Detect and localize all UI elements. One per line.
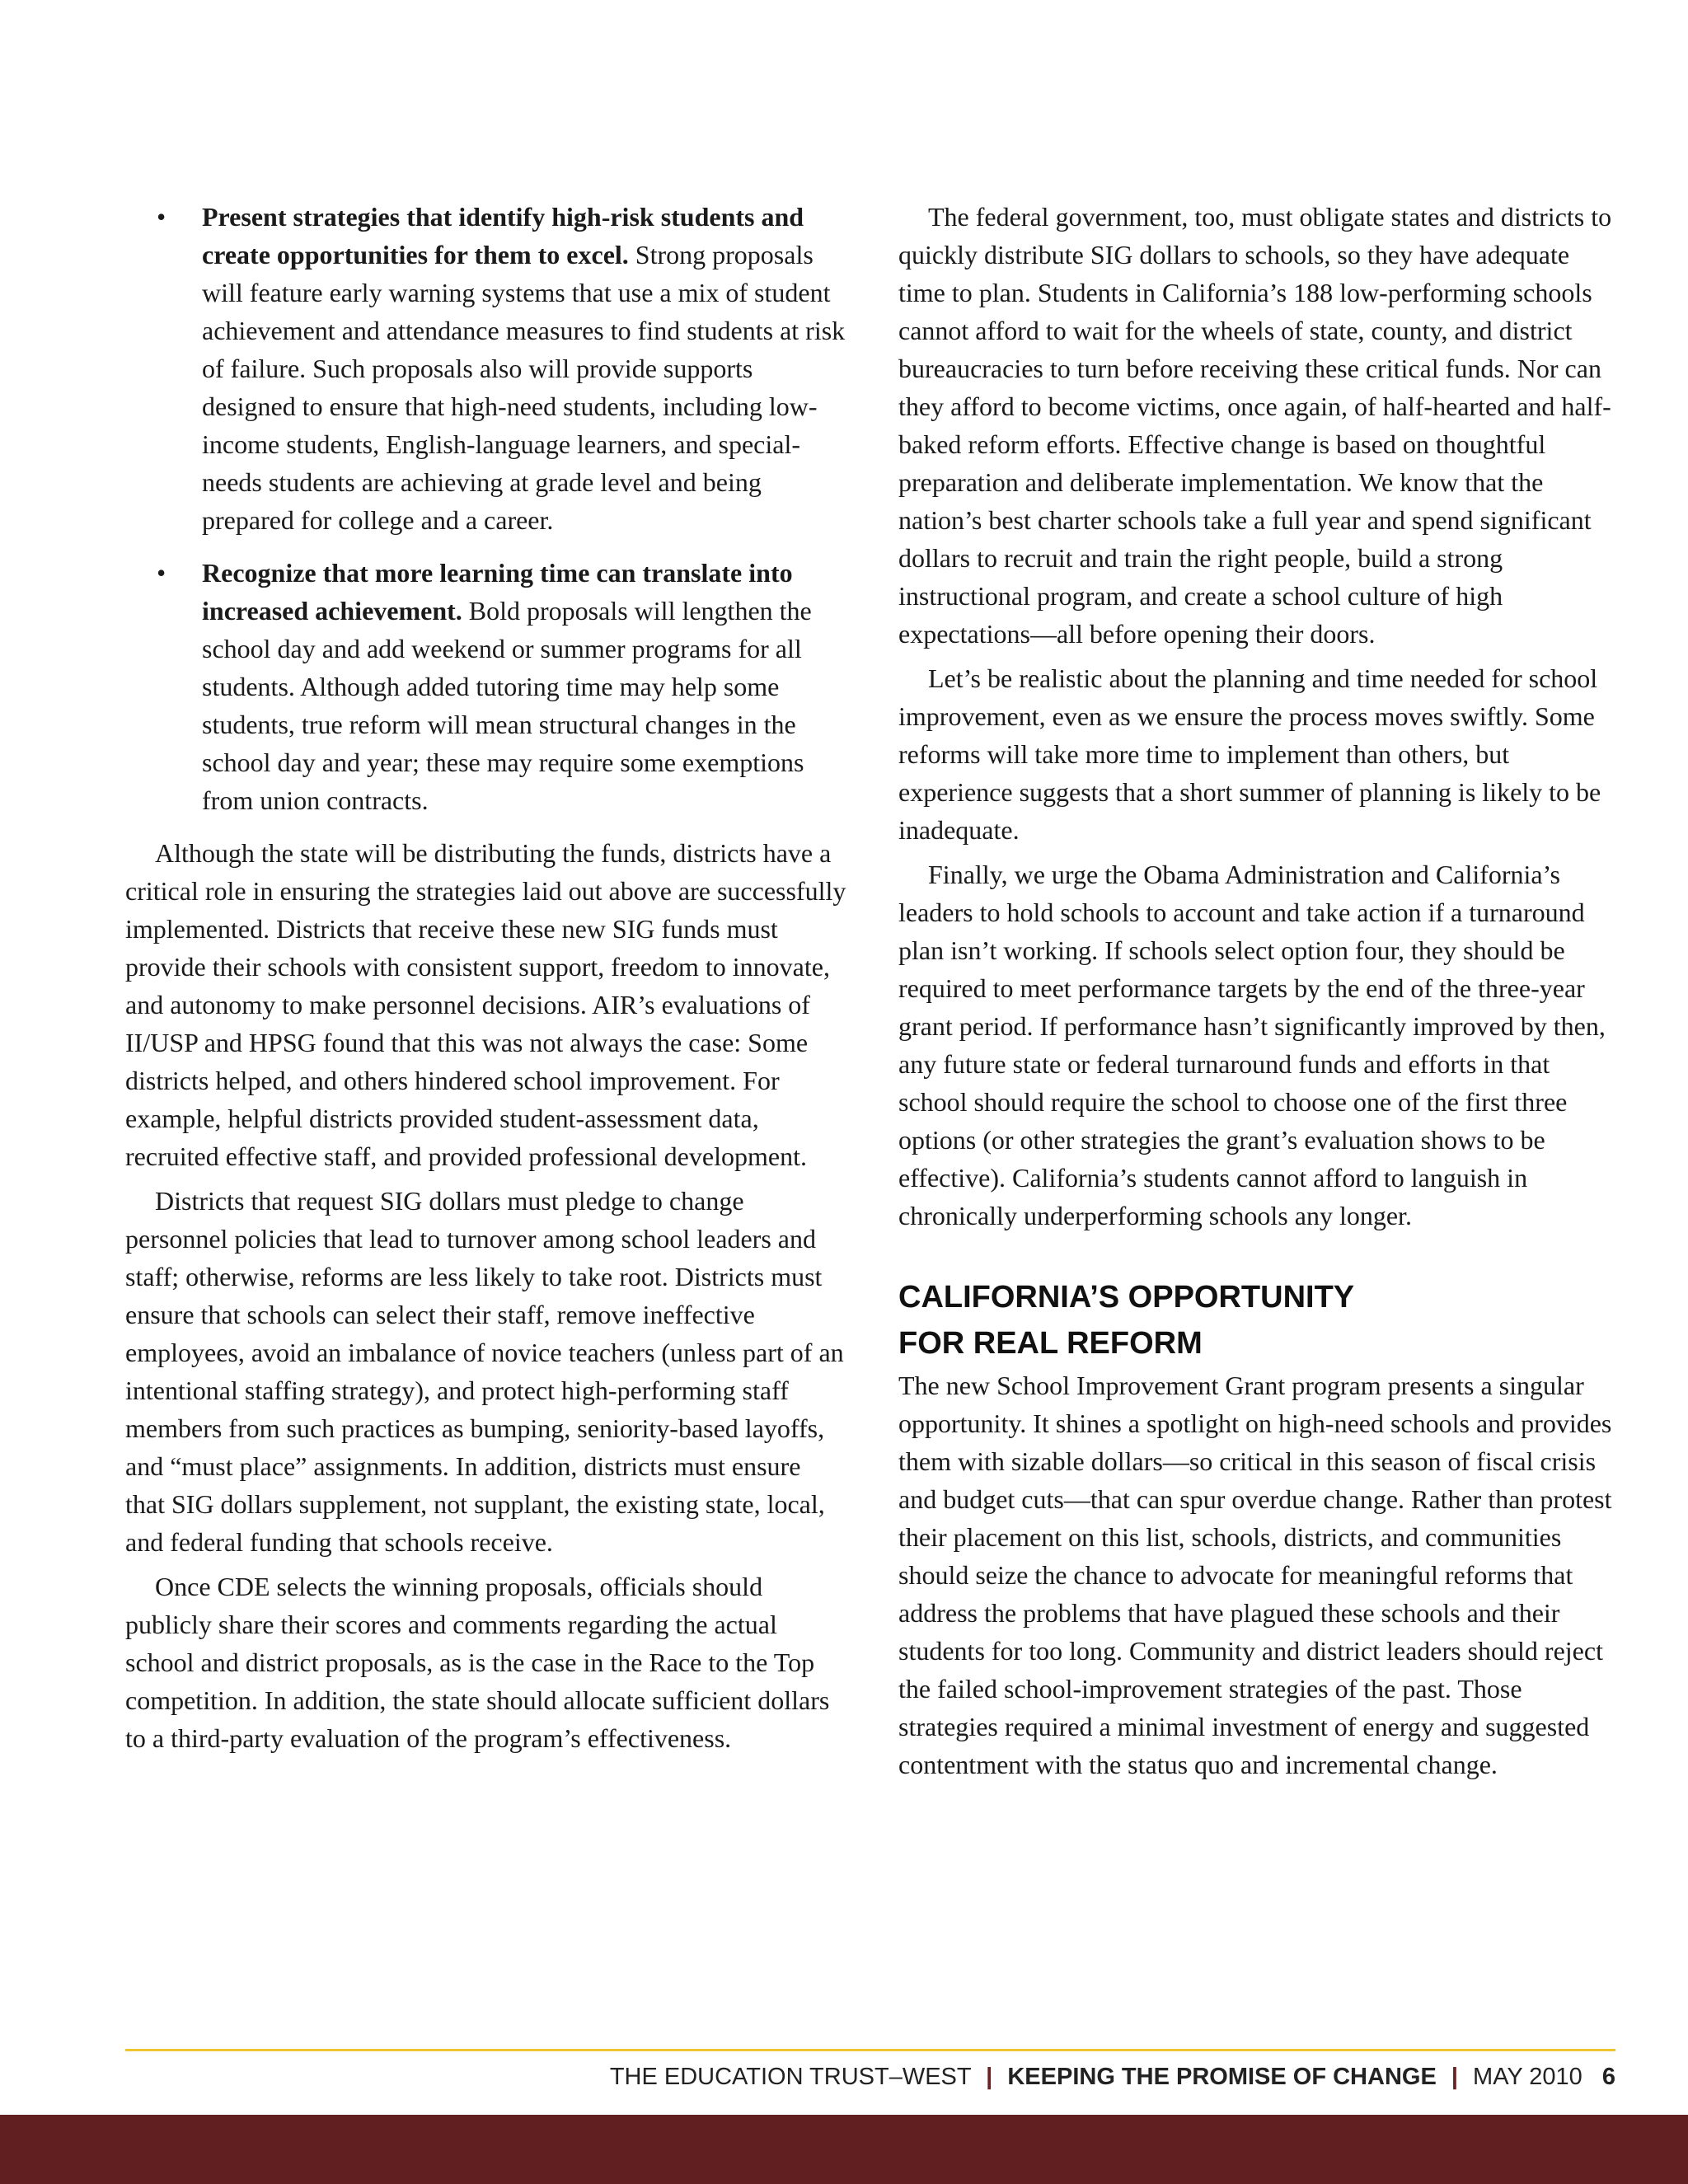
- footer-report-title: KEEPING THE PROMISE OF CHANGE: [1007, 2064, 1437, 2090]
- bullet-text: Strong proposals will feature early warning systems that use a mix of student achievement and attendance measures to find students at risk of failure. Such proposals also will provide supports designed to ensure that high-need students, including low-income students, English-language learners, and special-needs students are achieving at grade level and being prepared for college and a career.: [202, 240, 846, 535]
- section-heading-line: CALIFORNIA’S OPPORTUNITY: [898, 1280, 1355, 1315]
- footer-separator: |: [986, 2064, 993, 2090]
- body-paragraph: The federal government, too, must obligate states and districts to quickly distribute SIG dollars to schools, so they have adequate time to plan. Students in California’s 188 low-performing schools cannot afford to wait for the wheels of state, county, and district bureaucracies to turn before receiving these critical funds. Nor can they afford to become victims, once again, of half-hearted and half-baked reform efforts. Effective change is based on thoughtful preparation and deliberate implementation. We know that the nation’s best charter schools take a full year and spend significant dollars to recruit and train the right people, build a strong instructional program, and create a school culture of high expectations—all before opening their doors.: [898, 202, 1612, 649]
- left-column: [125, 198, 846, 1764]
- page-footer: [610, 2060, 1615, 2093]
- footer-separator: |: [1451, 2064, 1458, 2090]
- bullet-item: [125, 554, 846, 819]
- page-number: 6: [1601, 2064, 1615, 2090]
- body-paragraph: Once CDE selects the winning proposals, officials should publicly share their scores and comments regarding the actual school and district proposals, as is the case in the Race to the Top competition. In addition, the state should allocate sufficient dollars to a third-party evaluation of the program’s effectiveness.: [125, 1572, 830, 1753]
- body-paragraph: Districts that request SIG dollars must pledge to change personnel policies that lead to turnover among school leaders and staff; otherwise, reforms are less likely to take root. Districts must ensure that schools can select their staff, remove ineffective employees, avoid an imbalance of novice teachers (unless part of an intentional staffing strategy), and protect high-performing staff members from such practices as bumping, seniority-based layoffs, and “must place” assignments. In addition, districts must ensure that SIG dollars supplement, not supplant, the existing state, local, and federal funding that schools receive.: [125, 1186, 844, 1557]
- section-heading-line: FOR REAL REFORM: [898, 1326, 1203, 1361]
- footer-band: [0, 2115, 1688, 2184]
- section-heading: [898, 1274, 1620, 1366]
- bullet-text: Bold proposals will lengthen the school day and add weekend or summer programs for all students. Although added tutoring time may help some students, true reform will mean structural changes in the school day and year; these may require some exemptions from union contracts.: [202, 596, 812, 815]
- body-paragraph: Finally, we urge the Obama Administration and California’s leaders to hold schools to account and take action if a turnaround plan isn’t working. If schools select option four, they should be required to meet performance targets by the end of the three-year grant period. If performance hasn’t significantly improved by then, any future state or federal turnaround funds and efforts in that school should require the school to choose one of the first three options (or other strategies the grant’s evaluation shows to be effective). California’s students cannot afford to languish in chronically underperforming schools any longer.: [898, 860, 1606, 1230]
- footer-organization: THE EDUCATION TRUST–WEST: [609, 2064, 972, 2090]
- bullet-lead: Present strategies that identify high-risk students and create opportunities for them to excel.: [202, 202, 804, 269]
- footer-date: MAY 2010: [1473, 2064, 1582, 2090]
- section-body-paragraph: The new School Improvement Grant program presents a singular opportunity. It shines a spotlight on high-need schools and provides them with sizable dollars—so critical in this season of fiscal crisis and budget cuts—that can spur overdue change. Rather than protest their placement on this list, schools, districts, and communities should seize the chance to advocate for meaningful reforms that address the problems that have plagued these schools and their students for too long. Community and district leaders should reject the failed school-improvement strategies of the past. Those strategies required a minimal investment of energy and suggested contentment with the status quo and incremental change.: [898, 1371, 1612, 1779]
- bullet-dot-icon: •: [157, 558, 166, 588]
- body-paragraph: Let’s be realistic about the planning and time needed for school improvement, even as we ensure the process moves swiftly. Some reforms will take more time to implement than others, but experience suggests that a short summer of planning is likely to be inadequate.: [898, 663, 1601, 845]
- bullet-lead: Recognize that more learning time can translate into increased achievement.: [202, 558, 793, 626]
- bullet-item: [125, 198, 846, 539]
- footer-rule: [125, 2049, 1615, 2051]
- strategy-bullet-list: [125, 198, 846, 819]
- right-column: [898, 198, 1620, 1790]
- body-paragraph: Although the state will be distributing the funds, districts have a critical role in ensuring the strategies laid out above are successfully implemented. Districts that receive these new SIG funds must provide their schools with consistent support, freedom to innovate, and autonomy to make personnel decisions. AIR’s evaluations of II/USP and HPSG found that this was not always the case: Some districts helped, and others hindered school improvement. For example, helpful districts provided student-assessment data, recruited effective staff, and provided professional development.: [125, 838, 846, 1171]
- bullet-dot-icon: •: [157, 202, 166, 232]
